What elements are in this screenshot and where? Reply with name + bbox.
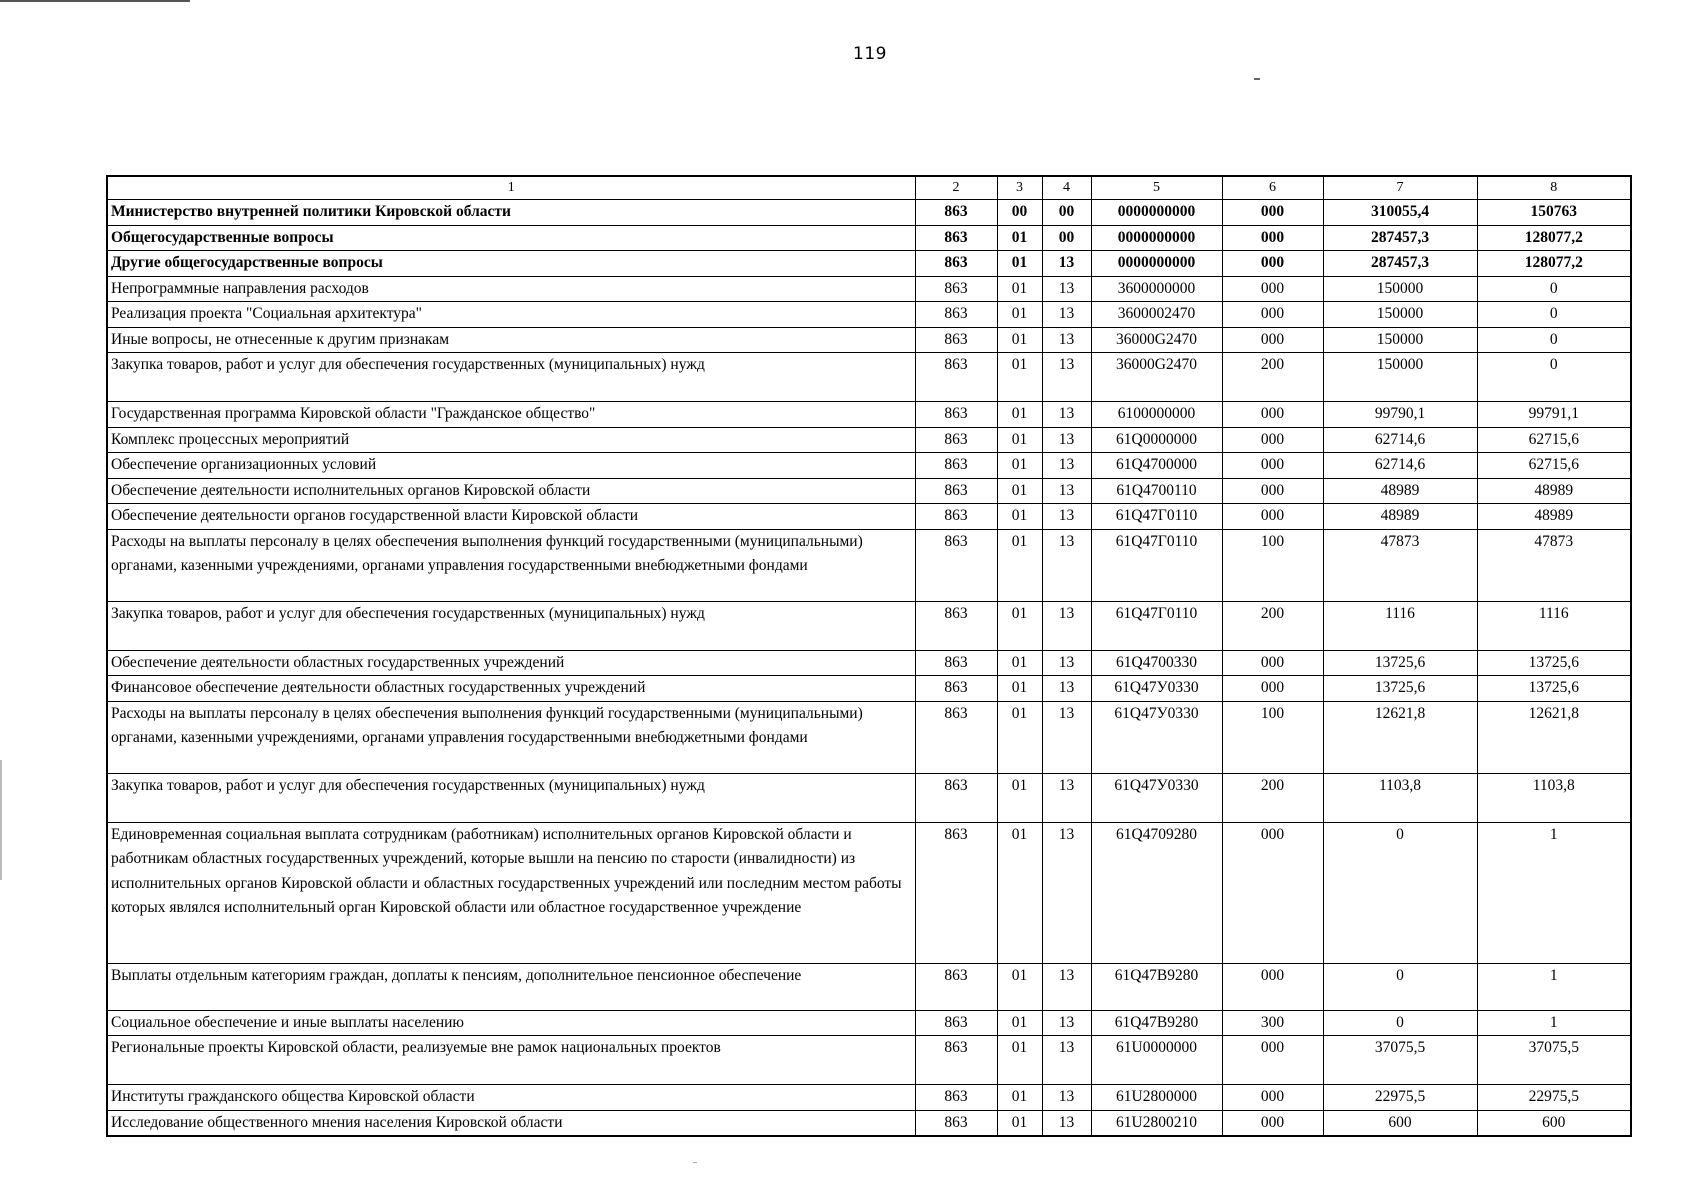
cell-subsection: 13 <box>1042 276 1091 302</box>
scan-edge-mark <box>0 0 190 2</box>
cell-target-article: 61Q47У0330 <box>1091 701 1222 773</box>
cell-amount-year-1: 287457,3 <box>1323 251 1477 277</box>
table-row <box>107 1010 1631 1036</box>
cell-subsection: 13 <box>1042 251 1091 277</box>
cell-expense-type: 000 <box>1222 276 1323 302</box>
cell-admin-code: 863 <box>915 427 997 453</box>
cell-target-article: 61Q4700330 <box>1091 650 1222 676</box>
cell-subsection: 13 <box>1042 504 1091 530</box>
cell-target-article: 0000000000 <box>1091 200 1222 226</box>
header-cell: 1 <box>107 176 915 200</box>
cell-target-article: 61Q0000000 <box>1091 427 1222 453</box>
table-row <box>107 453 1631 479</box>
cell-expense-type: 000 <box>1222 504 1323 530</box>
cell-subsection: 13 <box>1042 353 1091 402</box>
table-row <box>107 1036 1631 1085</box>
cell-target-article: 6100000000 <box>1091 402 1222 428</box>
cell-amount-year-1: 150000 <box>1323 353 1477 402</box>
cell-amount-year-2: 48989 <box>1477 504 1631 530</box>
cell-name: Исследование общественного мнения населения Кировской области <box>107 1110 915 1136</box>
cell-target-article: 61U2800210 <box>1091 1110 1222 1136</box>
cell-amount-year-1: 600 <box>1323 1110 1477 1136</box>
table-row <box>107 1085 1631 1111</box>
cell-subsection: 13 <box>1042 1010 1091 1036</box>
cell-name: Государственная программа Кировской области "Гражданское общество" <box>107 402 915 428</box>
cell-amount-year-2: 13725,6 <box>1477 650 1631 676</box>
cell-amount-year-2: 128077,2 <box>1477 225 1631 251</box>
cell-section: 01 <box>997 353 1042 402</box>
cell-section: 01 <box>997 701 1042 773</box>
cell-amount-year-2: 37075,5 <box>1477 1036 1631 1085</box>
cell-target-article: 36000G2470 <box>1091 353 1222 402</box>
cell-subsection: 13 <box>1042 453 1091 479</box>
cell-target-article: 0000000000 <box>1091 225 1222 251</box>
cell-name: Расходы на выплаты персоналу в целях обеспечения выполнения функций государственными (муниципальными) органами, казенными учреждениями, органами управления государственными внебюджетными фондами <box>107 529 915 601</box>
table-row <box>107 427 1631 453</box>
cell-section: 01 <box>997 225 1042 251</box>
cell-section: 01 <box>997 276 1042 302</box>
header-cell: 7 <box>1323 176 1477 200</box>
cell-name: Министерство внутренней политики Кировской области <box>107 200 915 226</box>
cell-subsection: 13 <box>1042 1036 1091 1085</box>
scan-dot-2 <box>693 1162 697 1163</box>
cell-admin-code: 863 <box>915 327 997 353</box>
cell-amount-year-1: 150000 <box>1323 276 1477 302</box>
cell-admin-code: 863 <box>915 529 997 601</box>
cell-section: 01 <box>997 529 1042 601</box>
cell-amount-year-1: 62714,6 <box>1323 427 1477 453</box>
table-row <box>107 302 1631 328</box>
cell-name: Социальное обеспечение и иные выплаты населению <box>107 1010 915 1036</box>
cell-admin-code: 863 <box>915 251 997 277</box>
cell-section: 01 <box>997 427 1042 453</box>
table-row <box>107 650 1631 676</box>
cell-subsection: 00 <box>1042 225 1091 251</box>
cell-section: 01 <box>997 1110 1042 1136</box>
cell-subsection: 13 <box>1042 427 1091 453</box>
cell-expense-type: 000 <box>1222 453 1323 479</box>
cell-amount-year-1: 13725,6 <box>1323 676 1477 702</box>
table-row <box>107 504 1631 530</box>
cell-name: Финансовое обеспечение деятельности областных государственных учреждений <box>107 676 915 702</box>
cell-expense-type: 000 <box>1222 650 1323 676</box>
cell-amount-year-2: 0 <box>1477 302 1631 328</box>
cell-section: 01 <box>997 478 1042 504</box>
cell-admin-code: 863 <box>915 478 997 504</box>
cell-admin-code: 863 <box>915 402 997 428</box>
cell-subsection: 13 <box>1042 650 1091 676</box>
cell-amount-year-1: 12621,8 <box>1323 701 1477 773</box>
cell-subsection: 13 <box>1042 302 1091 328</box>
cell-subsection: 13 <box>1042 529 1091 601</box>
cell-subsection: 13 <box>1042 773 1091 822</box>
cell-amount-year-1: 0 <box>1323 1010 1477 1036</box>
cell-subsection: 00 <box>1042 200 1091 226</box>
cell-amount-year-2: 99791,1 <box>1477 402 1631 428</box>
table-row <box>107 822 1631 963</box>
cell-amount-year-2: 0 <box>1477 327 1631 353</box>
cell-amount-year-1: 22975,5 <box>1323 1085 1477 1111</box>
cell-amount-year-2: 13725,6 <box>1477 676 1631 702</box>
cell-admin-code: 863 <box>915 773 997 822</box>
cell-amount-year-1: 48989 <box>1323 478 1477 504</box>
cell-target-article: 61Q47В9280 <box>1091 963 1222 1010</box>
cell-amount-year-2: 128077,2 <box>1477 251 1631 277</box>
cell-name: Закупка товаров, работ и услуг для обеспечения государственных (муниципальных) нужд <box>107 773 915 822</box>
cell-target-article: 61Q47У0330 <box>1091 773 1222 822</box>
cell-expense-type: 000 <box>1222 822 1323 963</box>
cell-amount-year-1: 13725,6 <box>1323 650 1477 676</box>
cell-amount-year-1: 99790,1 <box>1323 402 1477 428</box>
cell-section: 01 <box>997 773 1042 822</box>
cell-target-article: 0000000000 <box>1091 251 1222 277</box>
cell-admin-code: 863 <box>915 1010 997 1036</box>
table-row <box>107 200 1631 226</box>
cell-amount-year-2: 62715,6 <box>1477 427 1631 453</box>
cell-expense-type: 000 <box>1222 302 1323 328</box>
cell-name: Обеспечение организационных условий <box>107 453 915 479</box>
cell-section: 01 <box>997 504 1042 530</box>
cell-name: Другие общегосударственные вопросы <box>107 251 915 277</box>
cell-section: 01 <box>997 302 1042 328</box>
cell-name: Реализация проекта "Социальная архитектура" <box>107 302 915 328</box>
table-row <box>107 327 1631 353</box>
budget-table <box>106 175 1632 1137</box>
cell-section: 01 <box>997 1036 1042 1085</box>
cell-amount-year-1: 37075,5 <box>1323 1036 1477 1085</box>
page-number: 119 <box>853 44 887 64</box>
cell-admin-code: 863 <box>915 601 997 650</box>
cell-amount-year-2: 47873 <box>1477 529 1631 601</box>
cell-target-article: 61Q47У0330 <box>1091 676 1222 702</box>
cell-amount-year-2: 12621,8 <box>1477 701 1631 773</box>
cell-admin-code: 863 <box>915 963 997 1010</box>
cell-amount-year-2: 1 <box>1477 1010 1631 1036</box>
cell-admin-code: 863 <box>915 676 997 702</box>
table-row <box>107 478 1631 504</box>
cell-admin-code: 863 <box>915 200 997 226</box>
cell-amount-year-1: 47873 <box>1323 529 1477 601</box>
cell-expense-type: 000 <box>1222 963 1323 1010</box>
cell-name: Закупка товаров, работ и услуг для обеспечения государственных (муниципальных) нужд <box>107 601 915 650</box>
cell-expense-type: 000 <box>1222 478 1323 504</box>
table-header-row <box>107 176 1631 200</box>
cell-expense-type: 000 <box>1222 1110 1323 1136</box>
cell-target-article: 61Q4700110 <box>1091 478 1222 504</box>
cell-amount-year-1: 150000 <box>1323 302 1477 328</box>
cell-amount-year-1: 62714,6 <box>1323 453 1477 479</box>
cell-name: Обеспечение деятельности областных государственных учреждений <box>107 650 915 676</box>
cell-expense-type: 000 <box>1222 200 1323 226</box>
cell-section: 01 <box>997 327 1042 353</box>
cell-subsection: 13 <box>1042 402 1091 428</box>
cell-target-article: 3600000000 <box>1091 276 1222 302</box>
cell-target-article: 61Q47В9280 <box>1091 1010 1222 1036</box>
cell-name: Закупка товаров, работ и услуг для обеспечения государственных (муниципальных) нужд <box>107 353 915 402</box>
cell-amount-year-2: 1 <box>1477 822 1631 963</box>
cell-name: Обеспечение деятельности органов государственной власти Кировской области <box>107 504 915 530</box>
header-cell: 6 <box>1222 176 1323 200</box>
cell-name: Выплаты отдельным категориям граждан, доплаты к пенсиям, дополнительное пенсионное обеспечение <box>107 963 915 1010</box>
cell-section: 01 <box>997 963 1042 1010</box>
cell-admin-code: 863 <box>915 453 997 479</box>
cell-name: Региональные проекты Кировской области, реализуемые вне рамок национальных проектов <box>107 1036 915 1085</box>
cell-expense-type: 100 <box>1222 701 1323 773</box>
cell-amount-year-1: 48989 <box>1323 504 1477 530</box>
table-row <box>107 601 1631 650</box>
cell-section: 01 <box>997 1085 1042 1111</box>
cell-admin-code: 863 <box>915 1085 997 1111</box>
table-row <box>107 529 1631 601</box>
cell-name: Институты гражданского общества Кировской области <box>107 1085 915 1111</box>
header-cell: 5 <box>1091 176 1222 200</box>
cell-expense-type: 000 <box>1222 251 1323 277</box>
cell-expense-type: 200 <box>1222 353 1323 402</box>
cell-amount-year-2: 0 <box>1477 276 1631 302</box>
cell-section: 01 <box>997 601 1042 650</box>
scan-dot <box>1254 78 1260 80</box>
cell-admin-code: 863 <box>915 504 997 530</box>
cell-subsection: 13 <box>1042 963 1091 1010</box>
cell-subsection: 13 <box>1042 1085 1091 1111</box>
table-row <box>107 353 1631 402</box>
cell-expense-type: 200 <box>1222 773 1323 822</box>
cell-target-article: 61U0000000 <box>1091 1036 1222 1085</box>
cell-subsection: 13 <box>1042 478 1091 504</box>
cell-expense-type: 000 <box>1222 1085 1323 1111</box>
cell-admin-code: 863 <box>915 822 997 963</box>
table-row <box>107 251 1631 277</box>
cell-section: 01 <box>997 650 1042 676</box>
cell-amount-year-1: 1103,8 <box>1323 773 1477 822</box>
cell-amount-year-2: 62715,6 <box>1477 453 1631 479</box>
cell-expense-type: 000 <box>1222 676 1323 702</box>
cell-expense-type: 000 <box>1222 225 1323 251</box>
cell-section: 01 <box>997 402 1042 428</box>
cell-subsection: 13 <box>1042 701 1091 773</box>
cell-amount-year-1: 287457,3 <box>1323 225 1477 251</box>
cell-amount-year-2: 150763 <box>1477 200 1631 226</box>
cell-name: Расходы на выплаты персоналу в целях обеспечения выполнения функций государственными (муниципальными) органами, казенными учреждениями, органами управления государственными внебюджетными фондами <box>107 701 915 773</box>
cell-expense-type: 000 <box>1222 402 1323 428</box>
header-cell: 4 <box>1042 176 1091 200</box>
cell-section: 01 <box>997 822 1042 963</box>
cell-section: 00 <box>997 200 1042 226</box>
cell-amount-year-2: 48989 <box>1477 478 1631 504</box>
cell-expense-type: 300 <box>1222 1010 1323 1036</box>
cell-target-article: 61U2800000 <box>1091 1085 1222 1111</box>
cell-subsection: 13 <box>1042 822 1091 963</box>
cell-admin-code: 863 <box>915 276 997 302</box>
cell-admin-code: 863 <box>915 1036 997 1085</box>
cell-amount-year-2: 1103,8 <box>1477 773 1631 822</box>
cell-amount-year-2: 1 <box>1477 963 1631 1010</box>
cell-subsection: 13 <box>1042 1110 1091 1136</box>
table-row <box>107 773 1631 822</box>
cell-target-article: 3600002470 <box>1091 302 1222 328</box>
cell-name: Обеспечение деятельности исполнительных органов Кировской области <box>107 478 915 504</box>
cell-amount-year-1: 150000 <box>1323 327 1477 353</box>
cell-admin-code: 863 <box>915 650 997 676</box>
cell-name: Единовременная социальная выплата сотрудникам (работникам) исполнительных органов Кировской области и работникам областных государственных учреждений, которые вышли на пенсию по старости (инвалидности) из исполнительных органов Кировской области и областных государственных учреждений или последним местом работы которых являлся исполнительный орган Кировской области или областное государственное учреждение <box>107 822 915 963</box>
header-cell: 8 <box>1477 176 1631 200</box>
cell-amount-year-2: 600 <box>1477 1110 1631 1136</box>
cell-subsection: 13 <box>1042 676 1091 702</box>
cell-section: 01 <box>997 676 1042 702</box>
cell-admin-code: 863 <box>915 701 997 773</box>
cell-section: 01 <box>997 1010 1042 1036</box>
cell-admin-code: 863 <box>915 353 997 402</box>
cell-name: Комплекс процессных мероприятий <box>107 427 915 453</box>
cell-amount-year-2: 0 <box>1477 353 1631 402</box>
table-row <box>107 676 1631 702</box>
cell-target-article: 61Q47Г0110 <box>1091 504 1222 530</box>
cell-expense-type: 000 <box>1222 327 1323 353</box>
cell-target-article: 61Q47Г0110 <box>1091 529 1222 601</box>
cell-expense-type: 100 <box>1222 529 1323 601</box>
cell-name: Общегосударственные вопросы <box>107 225 915 251</box>
cell-section: 01 <box>997 251 1042 277</box>
header-cell: 2 <box>915 176 997 200</box>
cell-name: Иные вопросы, не отнесенные к другим признакам <box>107 327 915 353</box>
table-row <box>107 276 1631 302</box>
table-row <box>107 1110 1631 1136</box>
cell-amount-year-2: 1116 <box>1477 601 1631 650</box>
cell-expense-type: 200 <box>1222 601 1323 650</box>
header-cell: 3 <box>997 176 1042 200</box>
scan-edge-mark-side <box>0 760 2 880</box>
cell-target-article: 36000G2470 <box>1091 327 1222 353</box>
cell-amount-year-1: 0 <box>1323 963 1477 1010</box>
cell-target-article: 61Q4700000 <box>1091 453 1222 479</box>
cell-expense-type: 000 <box>1222 1036 1323 1085</box>
cell-target-article: 61Q47Г0110 <box>1091 601 1222 650</box>
cell-amount-year-1: 0 <box>1323 822 1477 963</box>
cell-amount-year-2: 22975,5 <box>1477 1085 1631 1111</box>
cell-admin-code: 863 <box>915 302 997 328</box>
table-row <box>107 402 1631 428</box>
cell-expense-type: 000 <box>1222 427 1323 453</box>
cell-target-article: 61Q4709280 <box>1091 822 1222 963</box>
cell-subsection: 13 <box>1042 601 1091 650</box>
table-row <box>107 701 1631 773</box>
table-row <box>107 963 1631 1010</box>
cell-admin-code: 863 <box>915 225 997 251</box>
cell-amount-year-1: 310055,4 <box>1323 200 1477 226</box>
cell-amount-year-1: 1116 <box>1323 601 1477 650</box>
cell-subsection: 13 <box>1042 327 1091 353</box>
cell-section: 01 <box>997 453 1042 479</box>
cell-admin-code: 863 <box>915 1110 997 1136</box>
cell-name: Непрограммные направления расходов <box>107 276 915 302</box>
table-row <box>107 225 1631 251</box>
